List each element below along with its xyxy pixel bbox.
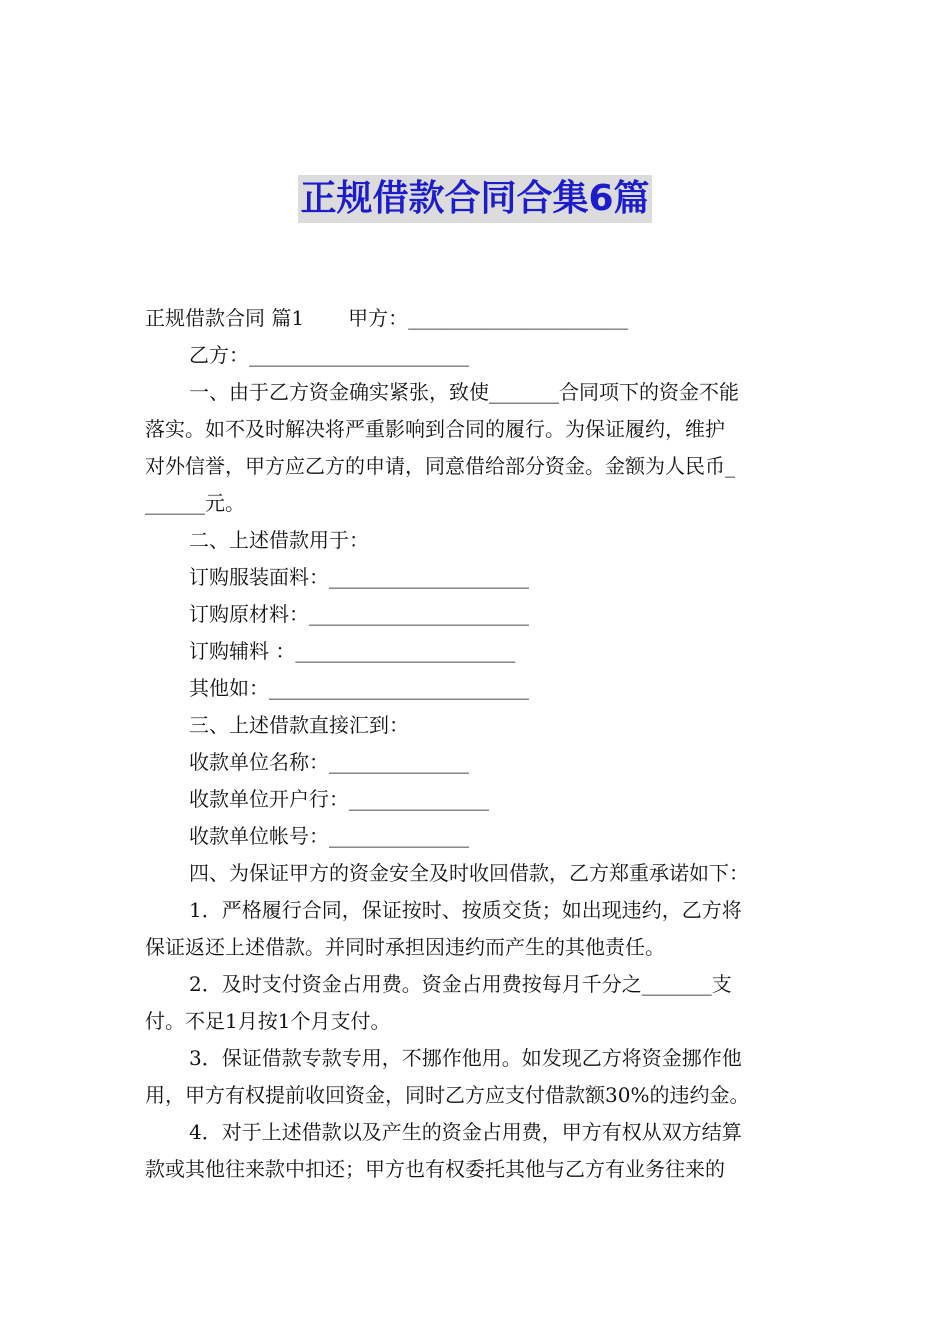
paragraph-line: 4．对于上述借款以及产生的资金占用费，甲方有权从双方结算 <box>189 1120 742 1144</box>
paragraph-line: ______元。 <box>145 491 245 515</box>
field-line: 其他如：__________________________ <box>189 676 529 700</box>
party-a-field: 甲方：______________________ <box>348 306 629 330</box>
section-heading: 三、上述借款直接汇到： <box>189 713 409 737</box>
paragraph-line: 2．及时支付资金占用费。资金占用费按每月千分之_______支 <box>189 972 732 996</box>
paragraph-line: 用，甲方有权提前收回资金，同时乙方应支付借款额30%的违约金。 <box>145 1083 750 1107</box>
contract-heading: 正规借款合同 篇1 <box>145 306 305 330</box>
paragraph-line: 1．严格履行合同，保证按时、按质交货；如出现违约，乙方将 <box>189 898 742 922</box>
party-b-field: 乙方：______________________ <box>189 343 469 367</box>
section-heading: 四、为保证甲方的资金安全及时收回借款，乙方郑重承诺如下： <box>189 861 749 885</box>
field-line: 收款单位名称：______________ <box>189 750 469 774</box>
paragraph-line: 3．保证借款专款专用，不挪作他用。如发现乙方将资金挪作他 <box>189 1046 742 1070</box>
document-title: 正规借款合同合集6篇 <box>298 175 651 223</box>
contract-heading-line <box>145 300 809 337</box>
paragraph-line: 对外信誉，甲方应乙方的申请，同意借给部分资金。金额为人民币_ <box>145 454 735 478</box>
paragraph-line: 款或其他往来款中扣还；甲方也有权委托其他与乙方有业务往来的 <box>145 1157 725 1181</box>
document-title-wrap <box>0 175 950 223</box>
paragraph-line: 一、由于乙方资金确实紧张，致使_______合同项下的资金不能 <box>189 380 739 404</box>
field-line: 收款单位帐号：______________ <box>189 824 469 848</box>
field-line: 收款单位开户行：______________ <box>189 787 489 811</box>
field-line: 订购辅料 ：______________________ <box>189 639 516 663</box>
field-line: 订购服装面料：____________________ <box>189 565 529 589</box>
paragraph-line: 保证返还上述借款。并同时承担因违约而产生的其他责任。 <box>145 935 665 959</box>
paragraph-line: 落实。如不及时解决将严重影响到合同的履行。为保证履约，维护 <box>145 417 725 441</box>
field-line: 订购原材料：______________________ <box>189 602 529 626</box>
section-heading: 二、上述借款用于： <box>189 528 369 552</box>
contract-body <box>145 300 809 1188</box>
paragraph-line: 付。不足1月按1个月支付。 <box>145 1009 391 1033</box>
